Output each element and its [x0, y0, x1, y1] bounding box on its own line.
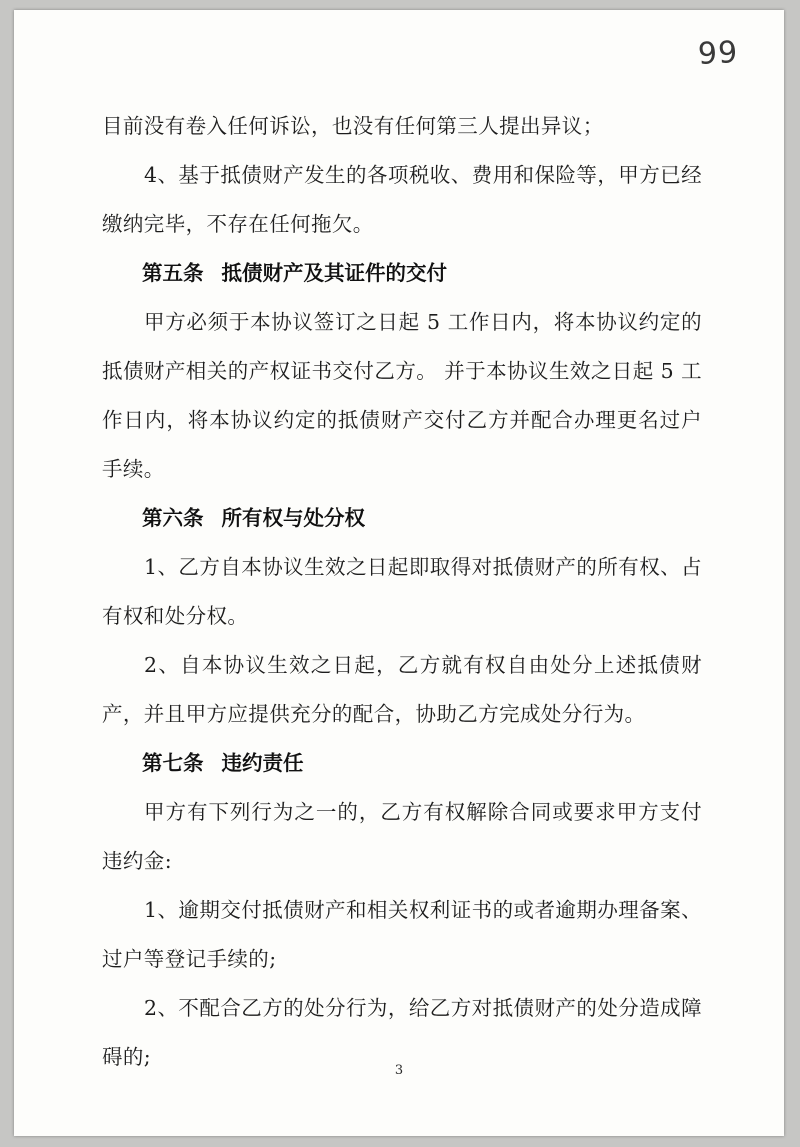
section-number: 第五条	[142, 261, 204, 285]
paragraph: 2、自本协议生效之日起，乙方就有权自由处分上述抵债财产，并且甲方应提供充分的配合，协助乙方完成处分行为。	[102, 653, 702, 726]
section-number: 第六条	[142, 506, 204, 530]
section-title: 违约责任	[221, 751, 304, 775]
paragraph: 甲方有下列行为之一的，乙方有权解除合同或要求甲方支付违约金:	[102, 800, 702, 873]
paragraph: 目前没有卷入任何诉讼，也没有任何第三人提出异议；	[102, 114, 604, 138]
paragraph: 1、乙方自本协议生效之日起即取得对抵债财产的所有权、占有权和处分权。	[102, 555, 702, 628]
section-heading	[102, 494, 702, 543]
paragraph: 2、不配合乙方的处分行为，给乙方对抵债财产的处分造成障碍的;	[102, 996, 702, 1069]
section-heading	[102, 739, 702, 788]
section-title: 抵债财产及其证件的交付	[221, 261, 447, 285]
section-title: 所有权与处分权	[221, 506, 365, 530]
paragraph: 甲方必须于本协议签订之日起 5 工作日内，将本协议约定的抵债财产相关的产权证书交付乙方。 并于本协议生效之日起 5 工作日内，将本协议约定的抵债财产交付乙方并配合办理更名过户手续。	[102, 310, 702, 481]
document-body	[102, 102, 702, 1082]
paragraph: 1、逾期交付抵债财产和相关权利证书的或者逾期办理备案、过户等登记手续的;	[102, 898, 702, 971]
footer-page-number: 3	[394, 1063, 404, 1078]
paragraph: 4、基于抵债财产发生的各项税收、费用和保险等，甲方已经缴纳完毕，不存在任何拖欠。	[102, 163, 702, 236]
document-page	[14, 10, 784, 1136]
handwritten-page-number: 99	[696, 34, 739, 73]
section-number: 第七条	[142, 751, 204, 775]
section-heading	[102, 249, 702, 298]
